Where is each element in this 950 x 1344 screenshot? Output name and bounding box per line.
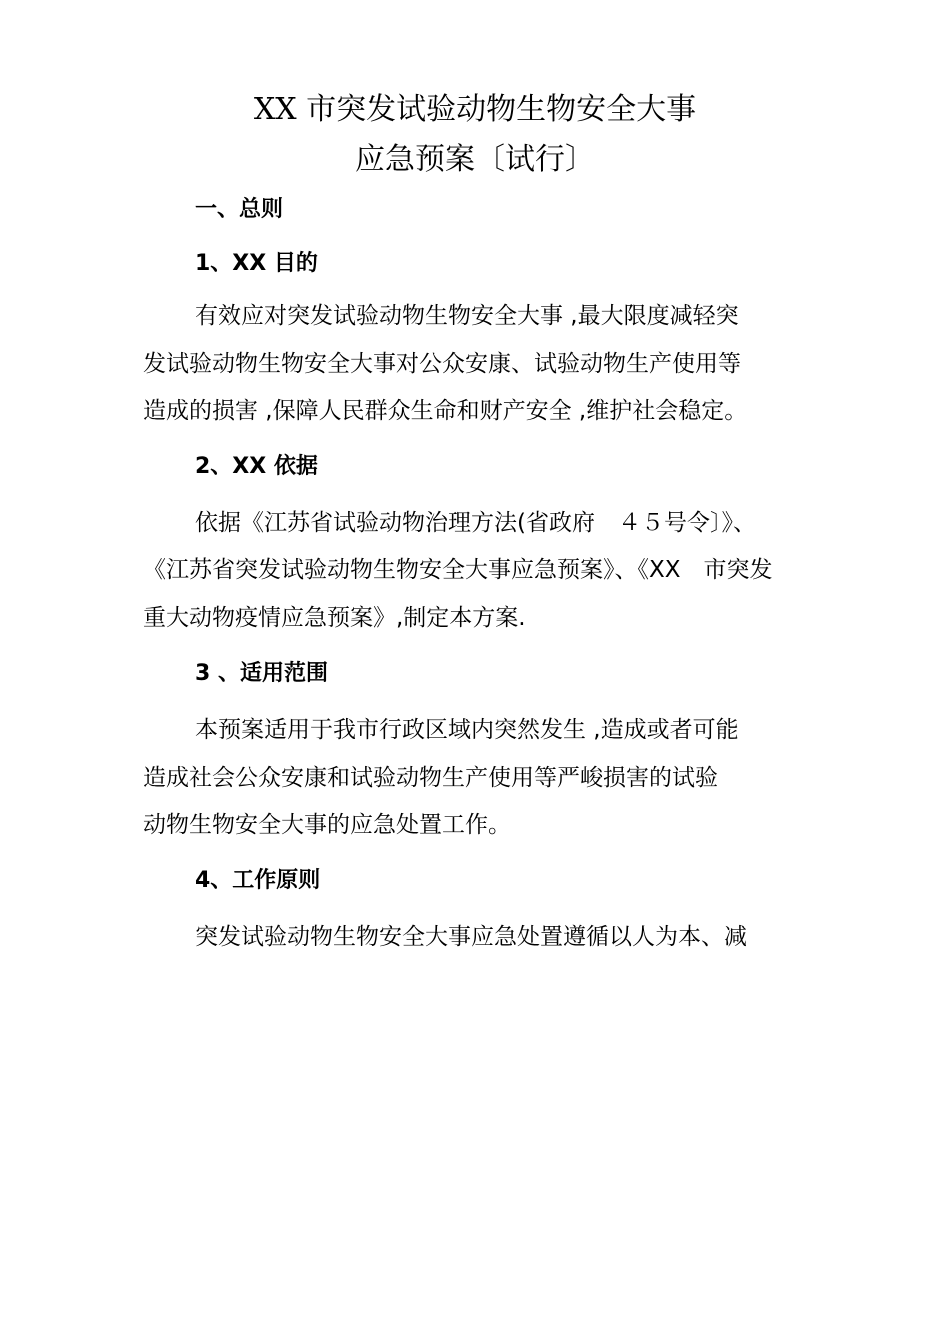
section-heading-scope: 3 、适用范围 — [195, 661, 328, 686]
paragraph-line: 依据《江苏省试验动物治理方法(省政府 ４５号令〕》、 — [195, 510, 756, 536]
section-heading-purpose: 1、XX 目的 — [195, 251, 318, 276]
paragraph-line: 造成的损害 ,保障人民群众生命和财产安全 ,维护社会稳定。 — [143, 398, 748, 424]
section-heading-principles: 4、工作原则 — [195, 868, 321, 893]
paragraph-line: 重大动物疫情应急预案》,制定本方案. — [143, 605, 526, 631]
paragraph-line: 动物生物安全大事的应急处置工作。 — [143, 812, 511, 838]
document-title-line-2: 应急预案〔试行〕 — [355, 142, 595, 177]
paragraph-line: 本预案适用于我市行政区域内突然发生 ,造成或者可能 — [195, 717, 739, 743]
paragraph-line: 有效应对突发试验动物生物安全大事 ,最大限度减轻突 — [195, 303, 739, 329]
paragraph-line: 《江苏省突发试验动物生物安全大事应急预案》、《XX 市突发 — [143, 557, 773, 583]
section-heading-general: 一、总则 — [195, 197, 284, 222]
paragraph-line: 突发试验动物生物安全大事应急处置遵循以人为本、减 — [195, 924, 747, 950]
section-heading-basis: 2、XX 依据 — [195, 454, 318, 479]
document-title-line-1: XX 市突发试验动物生物安全大事 — [253, 92, 697, 127]
paragraph-line: 发试验动物生物安全大事对公众安康、试验动物生产使用等 — [143, 351, 741, 377]
paragraph-line: 造成社会公众安康和试验动物生产使用等严峻损害的试验 — [143, 765, 718, 791]
